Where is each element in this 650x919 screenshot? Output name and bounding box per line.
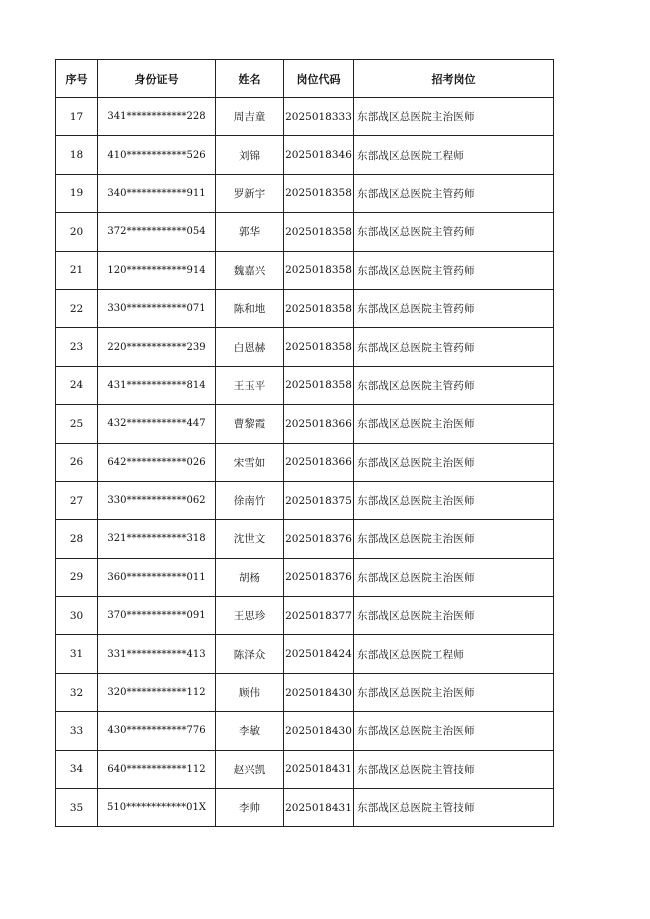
cell-position-code: 2025018377 [284,597,354,635]
header-position-code: 岗位代码 [284,60,354,98]
cell-position: 东部战区总医院主治医师 [354,520,554,558]
table-row [56,328,554,366]
cell-name: 王玉平 [216,366,284,404]
table-row [56,750,554,788]
cell-name: 陈和地 [216,289,284,327]
cell-id-number: 120************914 [98,251,216,289]
cell-id-number: 410************526 [98,136,216,174]
cell-position: 东部战区总医院主管技师 [354,750,554,788]
table-row [56,712,554,750]
cell-id-number: 510************01X [98,789,216,827]
cell-id-number: 360************011 [98,558,216,596]
cell-position-code: 2025018375 [284,481,354,519]
cell-id-number: 642************026 [98,443,216,481]
cell-position: 东部战区总医院主治医师 [354,481,554,519]
cell-position-code: 2025018333 [284,98,354,136]
cell-name: 胡杨 [216,558,284,596]
cell-name: 顾伟 [216,673,284,711]
table-row [56,98,554,136]
cell-position: 东部战区总医院主管药师 [354,366,554,404]
cell-name: 郭华 [216,213,284,251]
cell-position-code: 2025018358 [284,289,354,327]
cell-id-number: 331************413 [98,635,216,673]
cell-position: 东部战区总医院主治医师 [354,558,554,596]
cell-id-number: 330************062 [98,481,216,519]
cell-seq: 18 [56,136,98,174]
cell-seq: 25 [56,405,98,443]
table-row [56,405,554,443]
cell-position-code: 2025018346 [284,136,354,174]
cell-id-number: 321************318 [98,520,216,558]
cell-id-number: 220************239 [98,328,216,366]
header-id-number: 身份证号 [98,60,216,98]
cell-name: 魏嘉兴 [216,251,284,289]
cell-name: 宋雪如 [216,443,284,481]
header-seq: 序号 [56,60,98,98]
cell-position-code: 2025018358 [284,251,354,289]
cell-position-code: 2025018431 [284,750,354,788]
cell-position-code: 2025018376 [284,520,354,558]
cell-name: 曹黎霞 [216,405,284,443]
cell-seq: 26 [56,443,98,481]
cell-seq: 28 [56,520,98,558]
cell-position-code: 2025018358 [284,174,354,212]
cell-seq: 22 [56,289,98,327]
header-row [56,60,554,98]
cell-id-number: 341************228 [98,98,216,136]
cell-id-number: 430************776 [98,712,216,750]
cell-name: 刘锦 [216,136,284,174]
cell-position-code: 2025018430 [284,673,354,711]
cell-id-number: 370************091 [98,597,216,635]
cell-seq: 31 [56,635,98,673]
cell-position-code: 2025018358 [284,213,354,251]
cell-id-number: 372************054 [98,213,216,251]
cell-seq: 32 [56,673,98,711]
cell-name: 李敏 [216,712,284,750]
cell-name: 李帅 [216,789,284,827]
table-row [56,289,554,327]
table-body [56,98,554,827]
cell-seq: 23 [56,328,98,366]
table-row [56,520,554,558]
cell-position-code: 2025018424 [284,635,354,673]
cell-position-code: 2025018376 [284,558,354,596]
cell-seq: 24 [56,366,98,404]
cell-position-code: 2025018358 [284,366,354,404]
cell-name: 周吉童 [216,98,284,136]
table-row [56,251,554,289]
cell-position: 东部战区总医院主治医师 [354,712,554,750]
cell-position: 东部战区总医院主治医师 [354,597,554,635]
cell-name: 白恩赫 [216,328,284,366]
cell-id-number: 640************112 [98,750,216,788]
cell-position: 东部战区总医院主管药师 [354,251,554,289]
table-row [56,673,554,711]
cell-seq: 30 [56,597,98,635]
cell-seq: 34 [56,750,98,788]
cell-id-number: 431************814 [98,366,216,404]
table-row [56,366,554,404]
cell-id-number: 340************911 [98,174,216,212]
header-name: 姓名 [216,60,284,98]
table-row [56,481,554,519]
cell-seq: 20 [56,213,98,251]
cell-id-number: 432************447 [98,405,216,443]
cell-position: 东部战区总医院主治医师 [354,98,554,136]
cell-position: 东部战区总医院主管药师 [354,213,554,251]
cell-seq: 21 [56,251,98,289]
cell-position-code: 2025018358 [284,328,354,366]
cell-position: 东部战区总医院主治医师 [354,443,554,481]
cell-position-code: 2025018366 [284,405,354,443]
table-row [56,443,554,481]
candidate-table [55,59,554,827]
table-row [56,213,554,251]
cell-position: 东部战区总医院主管药师 [354,289,554,327]
cell-position: 东部战区总医院工程师 [354,635,554,673]
cell-position: 东部战区总医院主管药师 [354,328,554,366]
table-row [56,635,554,673]
cell-position-code: 2025018366 [284,443,354,481]
cell-seq: 29 [56,558,98,596]
cell-name: 罗新宇 [216,174,284,212]
cell-name: 陈泽众 [216,635,284,673]
table-row [56,174,554,212]
table-row [56,136,554,174]
cell-seq: 17 [56,98,98,136]
header-position: 招考岗位 [354,60,554,98]
cell-seq: 19 [56,174,98,212]
cell-position: 东部战区总医院工程师 [354,136,554,174]
cell-seq: 33 [56,712,98,750]
cell-name: 王思珍 [216,597,284,635]
cell-seq: 27 [56,481,98,519]
cell-position: 东部战区总医院主治医师 [354,405,554,443]
cell-position: 东部战区总医院主治医师 [354,673,554,711]
table-row [56,789,554,827]
cell-position-code: 2025018431 [284,789,354,827]
cell-name: 徐南竹 [216,481,284,519]
cell-seq: 35 [56,789,98,827]
cell-id-number: 320************112 [98,673,216,711]
cell-name: 沈世文 [216,520,284,558]
table-row [56,558,554,596]
cell-position-code: 2025018430 [284,712,354,750]
cell-id-number: 330************071 [98,289,216,327]
cell-position: 东部战区总医院主管药师 [354,174,554,212]
table-row [56,597,554,635]
cell-position: 东部战区总医院主管技师 [354,789,554,827]
cell-name: 赵兴凯 [216,750,284,788]
